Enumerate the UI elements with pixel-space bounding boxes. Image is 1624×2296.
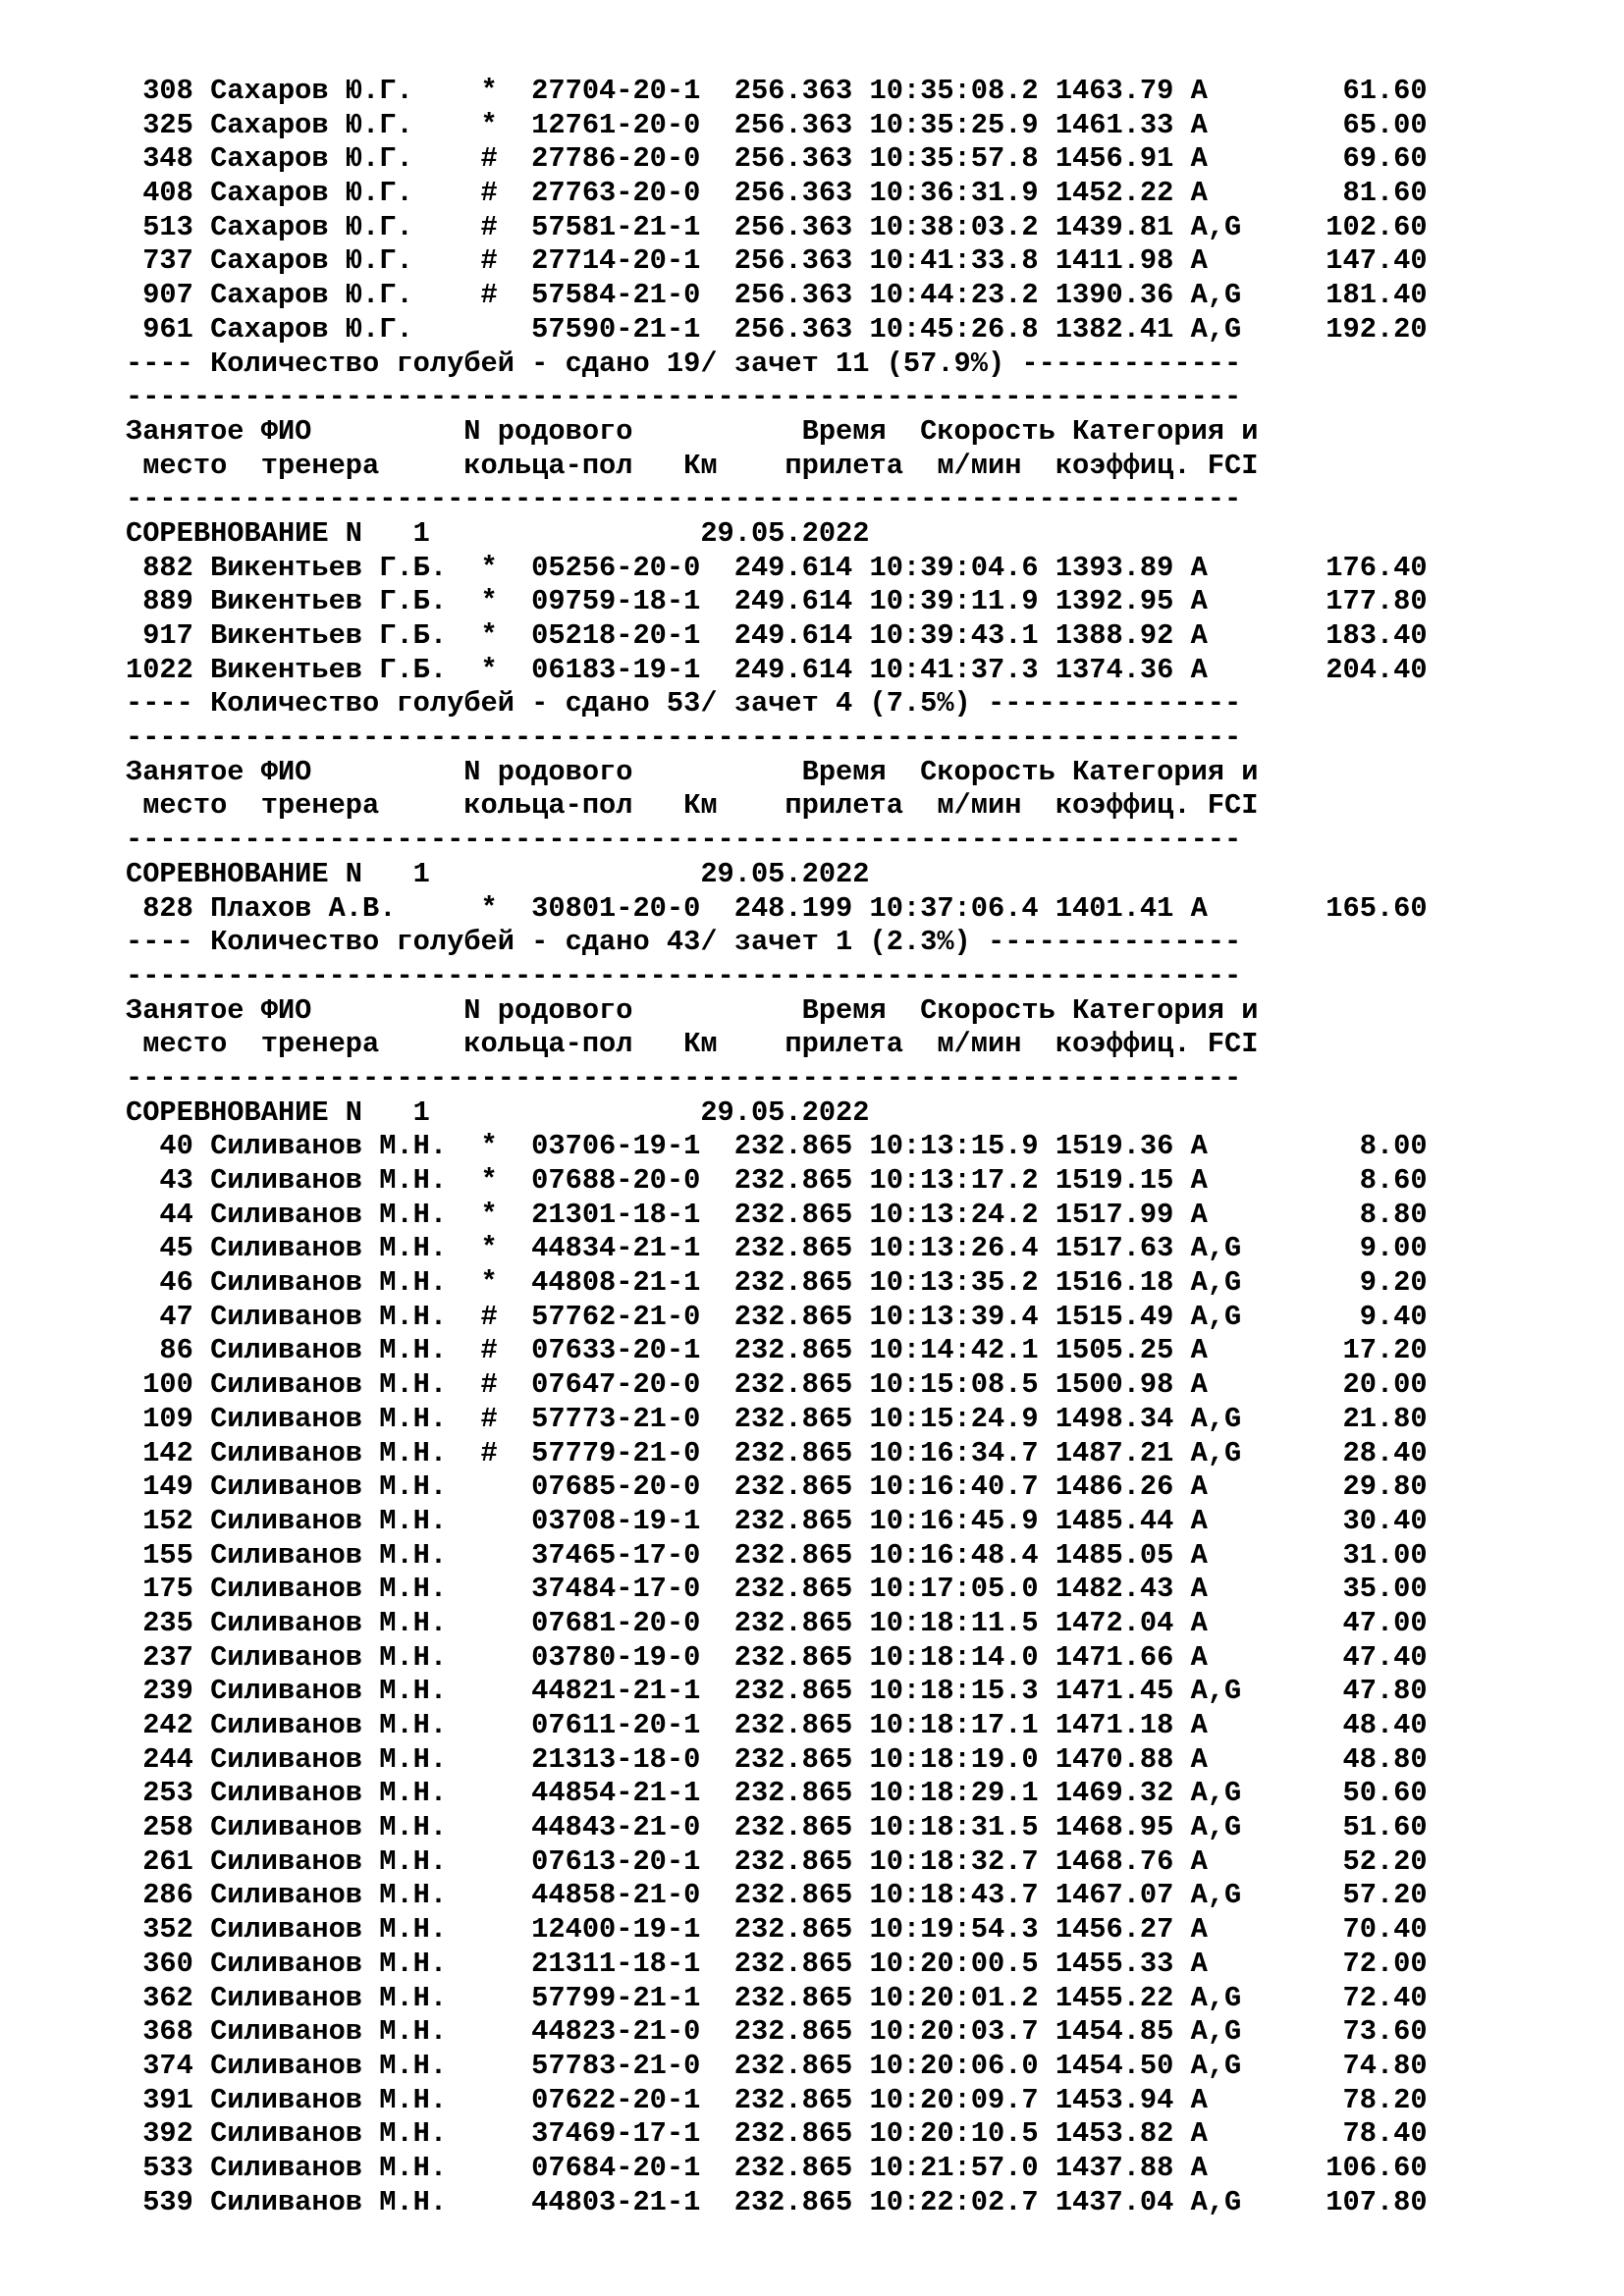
separator-line: ------------------------------------------------------------------ xyxy=(126,721,1242,755)
competition-title: СОРЕВНОВАНИЕ N 1 29.05.2022 xyxy=(126,1095,870,1129)
result-row: 45 Силиванов М.Н. * 44834-21-1 232.865 10:13:26.4 1517.63 A,G 9.00 xyxy=(126,1232,1428,1265)
separator-line: ------------------------------------------------------------------ xyxy=(126,1061,1242,1095)
column-header-line1: Занятое ФИО N родового Время Скорость Категория и xyxy=(126,993,1259,1027)
result-row: 360 Силиванов М.Н. 21311-18-1 232.865 10:20:00.5 1455.33 A 72.00 xyxy=(126,1947,1428,1980)
result-row: 175 Силиванов М.Н. 37484-17-0 232.865 10:17:05.0 1482.43 A 35.00 xyxy=(126,1573,1428,1606)
result-row: 237 Силиванов М.Н. 03780-19-0 232.865 10:18:14.0 1471.66 A 47.40 xyxy=(126,1640,1428,1674)
column-header-line2: место тренера кольца-пол Км прилета м/мин коэффиц. FCI xyxy=(126,789,1259,823)
result-row: 907 Сахаров Ю.Г. # 57584-21-0 256.363 10:44:23.2 1390.36 A,G 181.40 xyxy=(126,279,1428,312)
result-row: 239 Силиванов М.Н. 44821-21-1 232.865 10:18:15.3 1471.45 A,G 47.80 xyxy=(126,1675,1428,1708)
result-row: 828 Плахов А.В. * 30801-20-0 248.199 10:37:06.4 1401.41 A 165.60 xyxy=(126,891,1428,925)
result-row: 47 Силиванов М.Н. # 57762-21-0 232.865 10:13:39.4 1515.49 A,G 9.40 xyxy=(126,1300,1428,1333)
result-row: 86 Силиванов М.Н. # 07633-20-1 232.865 10:14:42.1 1505.25 A 17.20 xyxy=(126,1334,1428,1367)
result-row: 149 Силиванов М.Н. 07685-20-0 232.865 10:16:40.7 1486.26 A 29.80 xyxy=(126,1470,1428,1504)
summary-line: ---- Количество голубей - сдано 19/ зачет 11 (57.9%) ------------- xyxy=(126,347,1242,380)
result-row: 348 Сахаров Ю.Г. # 27786-20-0 256.363 10:35:57.8 1456.91 A 69.60 xyxy=(126,142,1428,176)
column-header-line1: Занятое ФИО N родового Время Скорость Категория и xyxy=(126,414,1259,448)
separator-line: ------------------------------------------------------------------ xyxy=(126,959,1242,992)
competition-title: СОРЕВНОВАНИЕ N 1 29.05.2022 xyxy=(126,857,870,890)
result-row: 261 Силиванов М.Н. 07613-20-1 232.865 10:18:32.7 1468.76 A 52.20 xyxy=(126,1844,1428,1878)
result-row: 100 Силиванов М.Н. # 07647-20-0 232.865 10:15:08.5 1500.98 A 20.00 xyxy=(126,1368,1428,1402)
column-header-line2: место тренера кольца-пол Км прилета м/мин коэффиц. FCI xyxy=(126,1028,1259,1061)
summary-line: ---- Количество голубей - сдано 43/ зачет 1 (2.3%) --------------- xyxy=(126,926,1242,959)
result-row: 539 Силиванов М.Н. 44803-21-1 232.865 10:22:02.7 1437.04 A,G 107.80 xyxy=(126,2185,1428,2218)
result-row: 362 Силиванов М.Н. 57799-21-1 232.865 10:20:01.2 1455.22 A,G 72.40 xyxy=(126,1981,1428,2014)
result-row: 961 Сахаров Ю.Г. 57590-21-1 256.363 10:45:26.8 1382.41 A,G 192.20 xyxy=(126,312,1428,346)
result-row: 352 Силиванов М.Н. 12400-19-1 232.865 10:19:54.3 1456.27 A 70.40 xyxy=(126,1913,1428,1947)
result-row: 533 Силиванов М.Н. 07684-20-1 232.865 10:21:57.0 1437.88 A 106.60 xyxy=(126,2151,1428,2184)
result-row: 1022 Викентьев Г.Б. * 06183-19-1 249.614 10:41:37.3 1374.36 A 204.40 xyxy=(126,653,1428,686)
result-row: 43 Силиванов М.Н. * 07688-20-0 232.865 10:13:17.2 1519.15 A 8.60 xyxy=(126,1164,1428,1197)
result-row: 374 Силиванов М.Н. 57783-21-0 232.865 10:20:06.0 1454.50 A,G 74.80 xyxy=(126,2049,1428,2082)
result-row: 40 Силиванов М.Н. * 03706-19-1 232.865 10:13:15.9 1519.36 A 8.00 xyxy=(126,1130,1428,1163)
results-printout xyxy=(126,75,1428,2219)
result-row: 917 Викентьев Г.Б. * 05218-20-1 249.614 10:39:43.1 1388.92 A 183.40 xyxy=(126,619,1428,652)
result-row: 408 Сахаров Ю.Г. # 27763-20-0 256.363 10:36:31.9 1452.22 A 81.60 xyxy=(126,177,1428,210)
separator-line: ------------------------------------------------------------------ xyxy=(126,483,1242,516)
result-row: 152 Силиванов М.Н. 03708-19-1 232.865 10:16:45.9 1485.44 A 30.40 xyxy=(126,1504,1428,1537)
result-row: 242 Силиванов М.Н. 07611-20-1 232.865 10:18:17.1 1471.18 A 48.40 xyxy=(126,1709,1428,1741)
result-row: 155 Силиванов М.Н. 37465-17-0 232.865 10:16:48.4 1485.05 A 31.00 xyxy=(126,1538,1428,1572)
result-row: 368 Силиванов М.Н. 44823-21-0 232.865 10:20:03.7 1454.85 A,G 73.60 xyxy=(126,2015,1428,2049)
result-row: 737 Сахаров Ю.Г. # 27714-20-1 256.363 10:41:33.8 1411.98 A 147.40 xyxy=(126,244,1428,278)
result-row: 235 Силиванов М.Н. 07681-20-0 232.865 10:18:11.5 1472.04 A 47.00 xyxy=(126,1606,1428,1639)
result-row: 308 Сахаров Ю.Г. * 27704-20-1 256.363 10:35:08.2 1463.79 A 61.60 xyxy=(126,75,1428,107)
result-row: 258 Силиванов М.Н. 44843-21-0 232.865 10:18:31.5 1468.95 A,G 51.60 xyxy=(126,1811,1428,1844)
result-row: 253 Силиванов М.Н. 44854-21-1 232.865 10:18:29.1 1469.32 A,G 50.60 xyxy=(126,1777,1428,1810)
result-row: 513 Сахаров Ю.Г. # 57581-21-1 256.363 10:38:03.2 1439.81 A,G 102.60 xyxy=(126,210,1428,243)
result-row: 142 Силиванов М.Н. # 57779-21-0 232.865 10:16:34.7 1487.21 A,G 28.40 xyxy=(126,1436,1428,1469)
result-row: 244 Силиванов М.Н. 21313-18-0 232.865 10:18:19.0 1470.88 A 48.80 xyxy=(126,1742,1428,1776)
separator-line: ------------------------------------------------------------------ xyxy=(126,381,1242,414)
result-row: 46 Силиванов М.Н. * 44808-21-1 232.865 10:13:35.2 1516.18 A,G 9.20 xyxy=(126,1266,1428,1300)
result-row: 44 Силиванов М.Н. * 21301-18-1 232.865 10:13:24.2 1517.99 A 8.80 xyxy=(126,1198,1428,1231)
column-header-line1: Занятое ФИО N родового Время Скорость Категория и xyxy=(126,755,1259,788)
separator-line: ------------------------------------------------------------------ xyxy=(126,824,1242,857)
column-header-line2: место тренера кольца-пол Км прилета м/мин коэффиц. FCI xyxy=(126,449,1259,482)
competition-title: СОРЕВНОВАНИЕ N 1 29.05.2022 xyxy=(126,516,870,550)
result-row: 109 Силиванов М.Н. # 57773-21-0 232.865 10:15:24.9 1498.34 A,G 21.80 xyxy=(126,1402,1428,1435)
result-row: 391 Силиванов М.Н. 07622-20-1 232.865 10:20:09.7 1453.94 A 78.20 xyxy=(126,2083,1428,2116)
result-row: 392 Силиванов М.Н. 37469-17-1 232.865 10:20:10.5 1453.82 A 78.40 xyxy=(126,2117,1428,2151)
result-row: 882 Викентьев Г.Б. * 05256-20-0 249.614 10:39:04.6 1393.89 A 176.40 xyxy=(126,551,1428,584)
summary-line: ---- Количество голубей - сдано 53/ зачет 4 (7.5%) --------------- xyxy=(126,687,1242,721)
result-row: 889 Викентьев Г.Б. * 09759-18-1 249.614 10:39:11.9 1392.95 A 177.80 xyxy=(126,585,1428,618)
result-row: 325 Сахаров Ю.Г. * 12761-20-0 256.363 10:35:25.9 1461.33 A 65.00 xyxy=(126,108,1428,141)
result-row: 286 Силиванов М.Н. 44858-21-0 232.865 10:18:43.7 1467.07 A,G 57.20 xyxy=(126,1879,1428,1912)
